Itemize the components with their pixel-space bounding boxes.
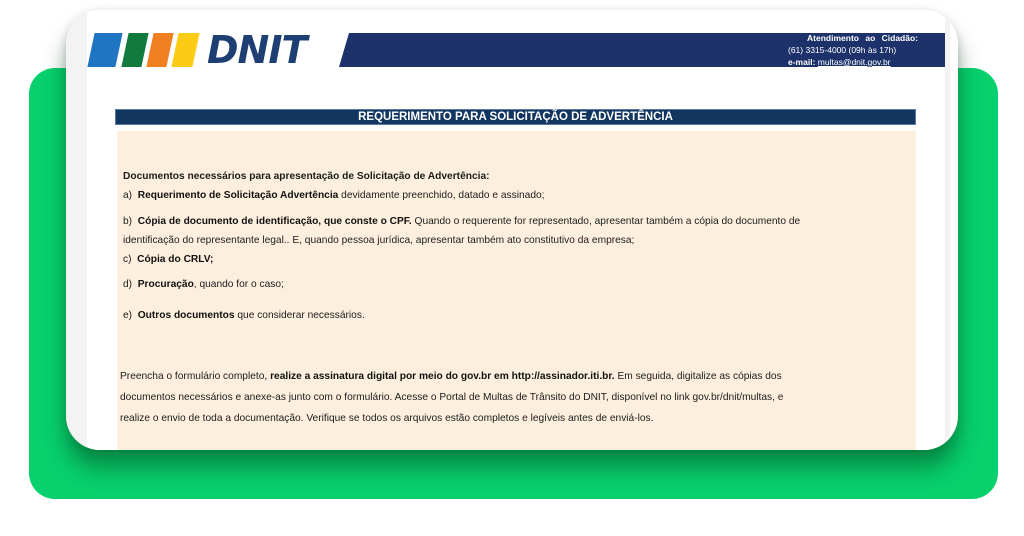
- list-marker: c): [123, 254, 132, 265]
- contact-phone: (61) 3315-4000 (09h às 17h): [788, 45, 897, 55]
- yellow-stripe: [171, 33, 199, 67]
- contact-email: [788, 56, 918, 68]
- list-marker: b): [123, 216, 133, 227]
- list-item-bold: Cópia de documento de identificação, que conste o CPF.: [137, 216, 412, 227]
- document-page: [87, 10, 945, 450]
- list-item-bold: Procuração: [137, 279, 194, 290]
- list-item-d: [123, 278, 284, 291]
- list-item-b: [123, 215, 800, 228]
- list-marker: a): [123, 190, 133, 201]
- document-card: [66, 10, 958, 450]
- list-item-bold: Outros documentos: [137, 310, 235, 321]
- list-marker: d): [123, 279, 133, 290]
- dnit-logo: DNIT: [207, 28, 307, 72]
- list-item-bold: Requerimento de Solicitação Advertência: [137, 190, 339, 201]
- list-marker: e): [123, 310, 133, 321]
- contact-info: [788, 32, 918, 68]
- instructions-line-2: documentos necessários e anexe-as junto com o formulário. Acesse o Portal de Multas de Trânsito do DNIT, disponível no link gov.br/dnit/multas, e: [120, 392, 784, 403]
- document-title: REQUERIMENTO PARA SOLICITAÇÃO DE ADVERTÊNCIA: [115, 109, 916, 125]
- instructions-bold: realize a assinatura digital por meio do gov.br em http://assinador.iti.br.: [270, 371, 615, 382]
- list-item-c: [123, 253, 213, 266]
- email-label: e-mail:: [788, 57, 816, 67]
- instructions-line-1: [120, 370, 782, 383]
- instructions-text: Em seguida, digitalize as cópias dos: [614, 371, 782, 382]
- instructions-line-3: realize o envio de toda a documentação. Verifique se todos os arquivos estão completos e legíveis antes de enviá-los.: [120, 413, 654, 424]
- list-item-text: , quando for o caso;: [193, 279, 284, 290]
- email-link[interactable]: multas@dnit.gov.br: [817, 57, 891, 67]
- green-stripe: [121, 33, 148, 67]
- instructions-text: Preencha o formulário completo,: [120, 371, 271, 382]
- list-item-b-continuation: identificação do representante legal.. E, quando pessoa jurídica, apresentar também ato constitutivo da empresa;: [123, 235, 635, 246]
- dnit-header: [87, 28, 945, 72]
- left-gutter: [66, 10, 87, 450]
- right-gutter: [945, 10, 950, 450]
- section-heading: Documentos necessários para apresentação de Solicitação de Advertência:: [123, 171, 490, 182]
- list-item-text: que considerar necessários.: [234, 310, 365, 321]
- list-item-e: [123, 309, 365, 322]
- list-item-text: Quando o requerente for representado, apresentar também a cópia do documento de: [411, 216, 801, 227]
- orange-stripe: [146, 33, 173, 67]
- list-item-text: devidamente preenchido, datado e assinado;: [338, 190, 545, 201]
- contact-title: Atendimento ao Cidadão:: [807, 33, 918, 43]
- document-content: [117, 131, 916, 450]
- list-item-bold: Cópia do CRLV;: [137, 254, 214, 265]
- blue-stripe: [87, 33, 122, 67]
- list-item-a: [123, 189, 545, 202]
